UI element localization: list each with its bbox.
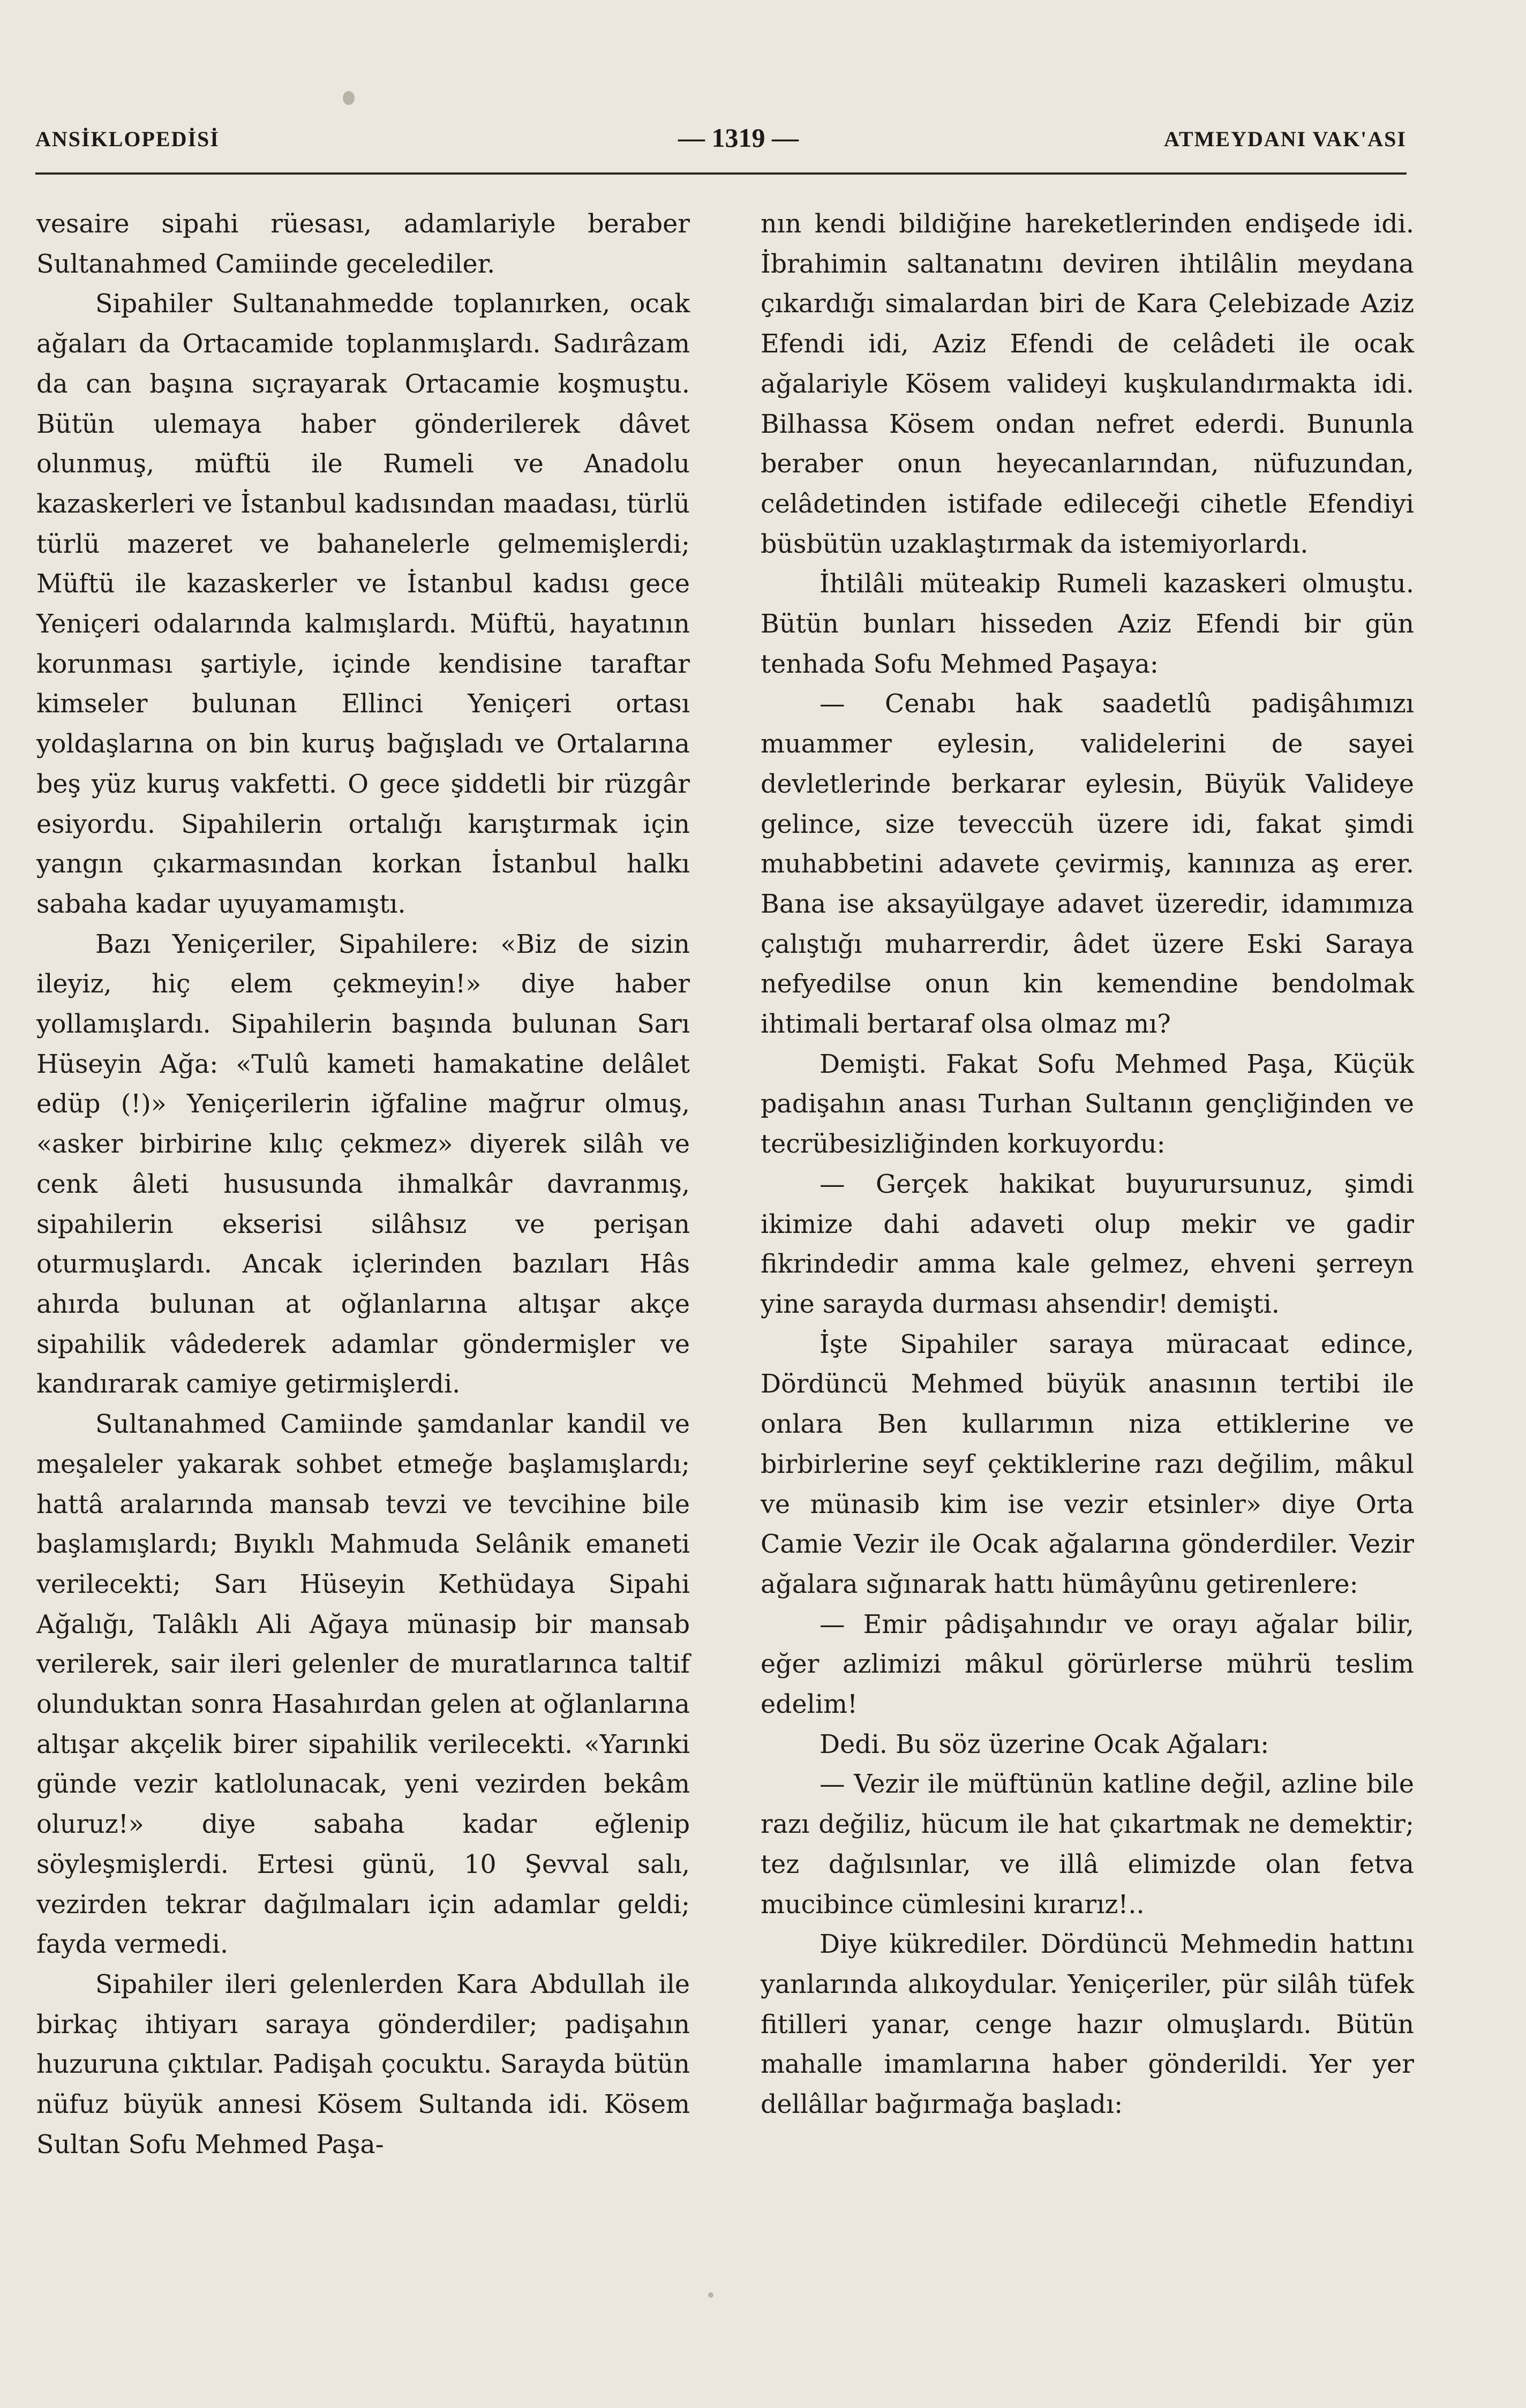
paragraph: Demişti. Fakat Sofu Mehmed Paşa, Küçük padişahın anası Turhan Sultanın gençliğinden ve tecrübesizliğinden korkuyordu: xyxy=(761,1049,1414,1160)
page-number: — 1319 — xyxy=(678,123,799,153)
paragraph: Bazı Yeniçeriler, Sipahilere: «Biz de sizin ileyiz, hiç elem çekmeyin!» diye haber yollamışlardı. Sipahilerin başında bulunan Sarı Hüseyin Ağa: «Tulû kameti hamakatine delâlet edüp (!)» Yeniçerilerin iğfaline mağrur olmuş, «asker birbirine kılıç çekmez» diyerek silâh ve cenk âleti hususunda ihmalkâr davranmış, sipahilerin ekserisi silâhsız ve perişan oturmuşlardı. Ancak içlerinden bazıları Hâs ahırda bulunan at oğlanlarına altışar akçe sipahilik vâdederek adamlar göndermişler ve kandırarak camiye getirmişlerdi. xyxy=(36,929,690,1399)
left-column xyxy=(36,205,690,2165)
paragraph: Sipahiler Sultanahmedde toplanırken, ocak ağaları da Ortacamide toplanmışlardı. Sadırâzam da can başına sıçrayarak Ortacamie koşmuştu. Bütün ulemaya haber gönderilerek dâvet olunmuş, müftü ile Rumeli ve Anadolu kazaskerleri ve İstanbul kadısından maadası, türlü türlü mazeret ve bahanelerle gelmemişlerdi; Müftü ile kazaskerler ve İstanbul kadısı gece Yeniçeri odalarında kalmışlardı. Müftü, hayatının korunması şartiyle, içinde kendisine taraftar kimseler bulunan Ellinci Yeniçeri ortası yoldaşlarına on bin kuruş bağışladı ve Ortalarına beş yüz kuruş vakfetti. O gece şiddetli bir rüzgâr esiyordu. Sipahilerin ortalığı karıştırmak için yangın çıkarmasından korkan İstanbul halkı sabaha kadar uyuyamamıştı. xyxy=(36,289,690,919)
header-rule xyxy=(35,172,1407,175)
paragraph: Sipahiler ileri gelenlerden Kara Abdullah ile birkaç ihtiyarı saraya gönderdiler; padişahın huzuruna çıktılar. Padişah çocuktu. Sarayda bütün nüfuz büyük annesi Kösem Sultanda idi. Kösem Sultan Sofu Mehmed Paşa- xyxy=(36,1969,690,2159)
paragraph: Sultanahmed Camiinde şamdanlar kandil ve meşaleler yakarak sohbet etmeğe başlamışlardı; hattâ aralarında mansab tevzi ve tevcihine bile başlamışlardı; Bıyıklı Mahmuda Selânik emaneti verilecekti; Sarı Hüseyin Kethüdaya Sipahi Ağalığı, Talâklı Ali Ağaya münasip bir mansab verilerek, sair ileri gelenler de muratlarınca taltif olunduktan sonra Hasahırdan gelen at oğlanlarına altışar akçelik birer sipahilik verilecekti. «Yarınki günde vezir katlolunacak, yeni vezirden bekâm oluruz!» diye sabaha kadar eğlenip söyleşmişlerdi. Ertesi günü, 10 Şevval salı, vezirden tekrar dağılmaları için adamlar geldi; fayda vermedi. xyxy=(36,1410,690,1960)
paragraph: vesaire sipahi rüesası, adamlariyle beraber Sultanahmed Camiinde gecelediler. xyxy=(36,209,690,279)
paragraph: Diye kükrediler. Dördüncü Mehmedin hattını yanlarında alıkoydular. Yeniçeriler, pür silâh tüfek fitilleri yanar, cenge hazır olmuşlardı. Bütün mahalle imamlarına haber gönderildi. Yer yer dellâllar bağırmağa başladı: xyxy=(761,1930,1414,2120)
page-header xyxy=(35,123,1407,169)
running-header-right: ATMEYDANI VAK'ASI xyxy=(1164,127,1407,151)
right-column xyxy=(761,205,1414,2125)
dialogue-paragraph: — Emir pâdişahındır ve orayı ağalar bilir, eğer azlimizi mâkul görürlerse mührü teslim edelim! xyxy=(761,1609,1414,1720)
paragraph: nın kendi bildiğine hareketlerinden endişede idi. İbrahimin saltanatını deviren ihtilâlin meydana çıkardığı simalardan biri de Kara Çelebizade Aziz Efendi idi, Aziz Efendi de celâdeti ile ocak ağalariyle Kösem valideyi kuşkulandırmakta idi. Bilhassa Kösem ondan nefret ederdi. Bununla beraber onun heyecanlarından, nüfuzundan, celâdetinden istifade edileceği cihetle Efendiyi büsbütün uzaklaştırmak da istemiyorlardı. xyxy=(761,209,1414,559)
paragraph: Dedi. Bu söz üzerine Ocak Ağaları: xyxy=(820,1729,1269,1759)
dialogue-paragraph: — Gerçek hakikat buyurursunuz, şimdi ikimize dahi adaveti olup mekir ve gadir fikrindedir amma kale gelmez, ehveni şerreyn yine sarayda durması ahsendir! demişti. xyxy=(761,1169,1414,1319)
paper-speck xyxy=(708,2292,713,2298)
paper-speck xyxy=(343,91,355,105)
paragraph: İşte Sipahiler saraya müracaat edince, Dördüncü Mehmed büyük anasının tertibi ile onlara Ben kullarımın niza ettiklerine ve birbirlerine seyf çektiklerine razı değilim, mâkul ve münasib kim ise vezir etsinler» diye Orta Camie Vezir ile Ocak ağalarına gönderdiler. Vezir ağalara sığınarak hattı hümâyûnu getirenlere: xyxy=(761,1329,1414,1599)
dialogue-paragraph: — Cenabı hak saadetlû padişâhımızı muammer eylesin, validelerini de sayei devletlerinde berkarar eylesin, Büyük Valideye gelince, size teveccüh üzere idi, fakat şimdi muhabbetini adavete çevirmiş, kanınıza aş erer. Bana ise aksayülgaye adavet üzeredir, idamımıza çalıştığı muharrerdir, âdet üzere Eski Saraya nefyedilse onun kin kemendine bendolmak ihtimali bertaraf olsa olmaz mı? xyxy=(761,689,1414,1040)
dialogue-paragraph: — Vezir ile müftünün katline değil, azline bile razı değiliz, hücum ile hat çıkartmak ne demektir; tez dağılsınlar, ve illâ elimizde olan fetva mucibince cümlesini kırarız!.. xyxy=(761,1770,1414,1920)
running-header-left: ANSİKLOPEDİSİ xyxy=(35,127,220,151)
paragraph: İhtilâli müteakip Rumeli kazaskeri olmuştu. Bütün bunları hisseden Aziz Efendi bir gün tenhada Sofu Mehmed Paşaya: xyxy=(761,569,1414,679)
